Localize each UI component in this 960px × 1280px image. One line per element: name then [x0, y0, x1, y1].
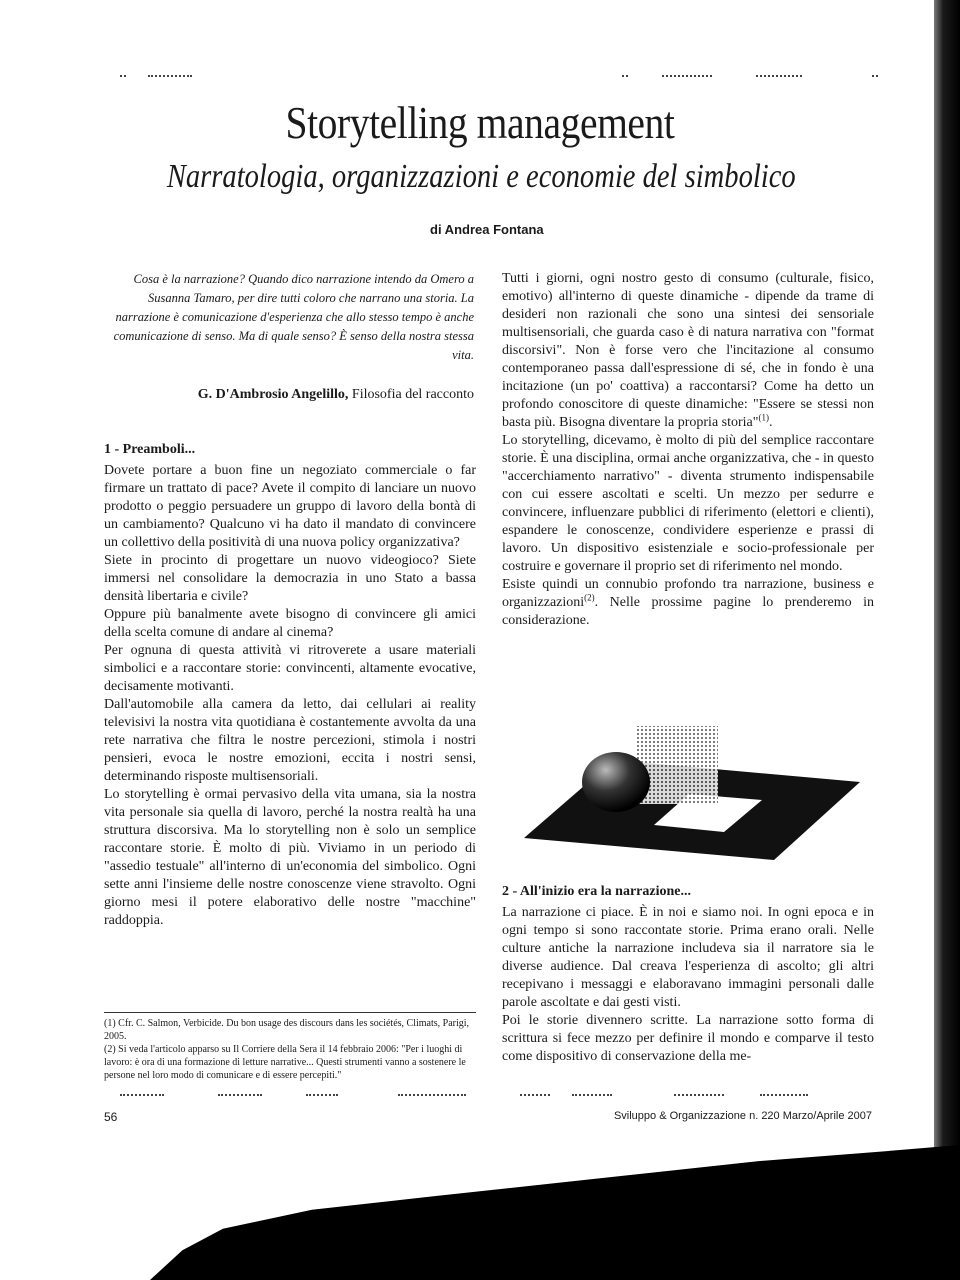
footnotes [104, 1012, 476, 1082]
paragraph: Poi le storie divennero scritte. La narrazione sotto forma di scrittura si fece mezzo per definire il mondo e comparve il testo come dispositivo di conservazione della me- [502, 1013, 874, 1064]
page-subtitle: Narratologia, organizzazioni e economie del simbolico [166, 158, 796, 195]
paragraph: Per ognuna di questa attività vi ritroverete a usare materiali simbolici e a raccontare storie: convincenti, altamente evocative, decisamente motivanti. [104, 643, 476, 694]
section-body-preamboli [104, 462, 476, 930]
epigraph-author: G. D'Ambrosio Angelillo, [197, 387, 349, 402]
page-title: Storytelling management [285, 97, 675, 148]
paragraph: Lo storytelling è ormai pervasivo della vita umana, sia la nostra vita personale sia quella di lavoro, perché la nostra realtà ha una struttura discorsiva. Ma lo storytelling non è solo un semplice raccontare storie. È molto di più. Viviamo in un periodo di "assedio testuale" all'interno di un'economia del simbolico. Ogni sette anni l'insieme delle nostre conoscenze viene stravolto. Ogni giorno mesi il potere elaborativo delle nostre "macchine" raddoppia. [104, 787, 476, 928]
dotted-rule [398, 1094, 466, 1096]
dotted-rule [218, 1094, 262, 1096]
dotted-rule [674, 1094, 724, 1096]
dotted-rule [760, 1094, 808, 1096]
author-byline: di Andrea Fontana [430, 222, 544, 237]
dotted-rule [872, 75, 878, 77]
paragraph-text: Tutti i giorni, ogni nostro gesto di consumo (culturale, fisico, emotivo) all'interno di queste dinamiche - dipende da trame di desideri non razionali che sono una sintesi dei sensoriale multisensoriali, che guarda caso è di natura narrativa con "format discorsivi". Non è forse vero che l'incitazione al consumo contemporaneo passa dall'espressione di sé, che in fondo è una incitazione (un po' coattiva) a raccontarsi? Come ha detto un profondo conoscitore di queste dinamiche: "Essere se stessi non basta più. Bisogna diventare la propria storia" [502, 271, 874, 430]
paragraph: Oppure più banalmente avete bisogno di convincere gli amici della scelta comune di andare al cinema? [104, 607, 476, 640]
dotted-rule [622, 75, 628, 77]
epigraph-work: Filosofia del racconto [351, 387, 474, 402]
section-heading-preamboli: 1 - Preamboli... [104, 442, 196, 457]
sphere-illustration [524, 720, 860, 860]
paragraph: La narrazione ci piace. È in noi e siamo noi. In ogni epoca e in ogni tempo si sono raccontate storie. Prima erano orali. Nelle culture antiche la narrazione includeva sia il narratore sia le diverse audience. Dal creava l'esperienza di ascolto; gli altri recepivano i messaggi e elaboravano immagini personali dalle parole ascoltate e dai gesti visti. [502, 905, 874, 1010]
footnote-ref-2: (2) [584, 592, 595, 603]
page-number: 56 [104, 1110, 118, 1124]
dotted-rule [662, 75, 712, 77]
scan-bottom-shadow [150, 1145, 960, 1280]
dotted-rule [306, 1094, 338, 1096]
dotted-rule [756, 75, 802, 77]
paragraph: Dall'automobile alla camera da letto, dai cellulari ai reality televisivi la nostra vita quotidiana è costantemente avvolta da una rete narrativa che filtra le nostre percezioni, stimola i nostri pensieri, evoca le nostre emozioni, eccita i nostri sensi, determinando risposte multisensoriali. [104, 697, 476, 784]
dotted-rule [148, 75, 192, 77]
paragraph: Lo storytelling, dicevamo, è molto di più del semplice raccontare storie. È una disciplina, ormai anche organizzativa, che - in questo "accerchiamento narrativo" - diventa strumento indispensabile con cui essere ascoltati e scelti. Un mezzo per sedurre e convincere, influenzare pubblici di riferimento (elettori e clienti), espandere le conoscenze, condividere esperienze e prassi di lavoro. Un dispositivo esistenziale e socio-professionale per costruire e governare il proprio set di riferimento nel mondo. [502, 433, 874, 574]
scan-right-edge-shadow [934, 0, 960, 1280]
dotted-rule [572, 1094, 612, 1096]
journal-footer: Sviluppo & Organizzazione n. 220 Marzo/Aprile 2007 [613, 1110, 872, 1122]
paragraph: Siete in procinto di progettare un nuovo videogioco? Siete immersi nel consolidare la democrazia in uno Stato a bassa densità libertaria e civile? [104, 553, 476, 604]
paragraph [502, 576, 874, 630]
dotted-rule [120, 1094, 164, 1096]
epigraph: Cosa è la narrazione? Quando dico narrazione intendo da Omero a Susanna Tamaro, per dire tutti coloro che narrano una storia. La narrazione è comunicazione d'esperienza che allo stesso tempo è anche comunicazione di senso. Ma di quale senso? È senso della nostra stessa vita. [113, 272, 474, 362]
paragraph: Tutti i giorni, ogni nostro gesto di consumo (culturale, fisico, emotivo) all'interno di queste dinamiche - dipende da trame di desideri non razionali che sono una sintesi dei sensoriale multisensoriali, che guarda caso è di natura narrativa con "format discorsivi". Non è forse vero che l'incitazione al consumo contemporaneo passa dall'espressione di sé, che in fondo è una incitazione (un po' coattiva) a raccontarsi? Come ha detto un profondo conoscitore di queste dinamiche: "Essere se stessi non basta più. Bisogna diventare la propria storia"$^{(1)}$. [502, 271, 874, 430]
dotted-rule [120, 75, 126, 77]
dotted-rule [520, 1094, 550, 1096]
section-heading-narrazione: 2 - All'inizio era la narrazione... [502, 884, 691, 899]
paragraph-text: . Nelle prossime pagine lo prenderemo in considerazione. [502, 595, 874, 628]
section-body-narrazione [502, 904, 874, 1066]
footnote-ref-1: (1) [758, 412, 769, 423]
epigraph-attribution [104, 386, 474, 404]
paragraph: Dovete portare a buon fine un negoziato commerciale o far firmare un trattato di pace? Avete il compito di lanciare un nuovo prodotto o peggio persuadere un gruppo di lavoro della bontà di un cambiamento? Qualcuno vi ha dato il mandato di convincere un collettivo della positività di una nuova policy organizzativa? [104, 463, 476, 550]
footnote: (1) Cfr. C. Salmon, Verbicide. Du bon usage des discours dans les sociétés, Climats, Parigi, 2005. [104, 1018, 470, 1042]
right-column-intro [502, 270, 874, 630]
paragraph-text: Esiste quindi un connubio profondo tra narrazione, business e organizzazioni [502, 577, 874, 610]
footnote: (2) Si veda l'articolo apparso su Il Corriere della Sera il 14 febbraio 2006: "Per i luoghi di lavoro: è ora di una formazione di letture narrative... Questi strumenti vanno a sostenere le persone nel loro modo di comunicare e di essere percepiti." [104, 1044, 466, 1081]
